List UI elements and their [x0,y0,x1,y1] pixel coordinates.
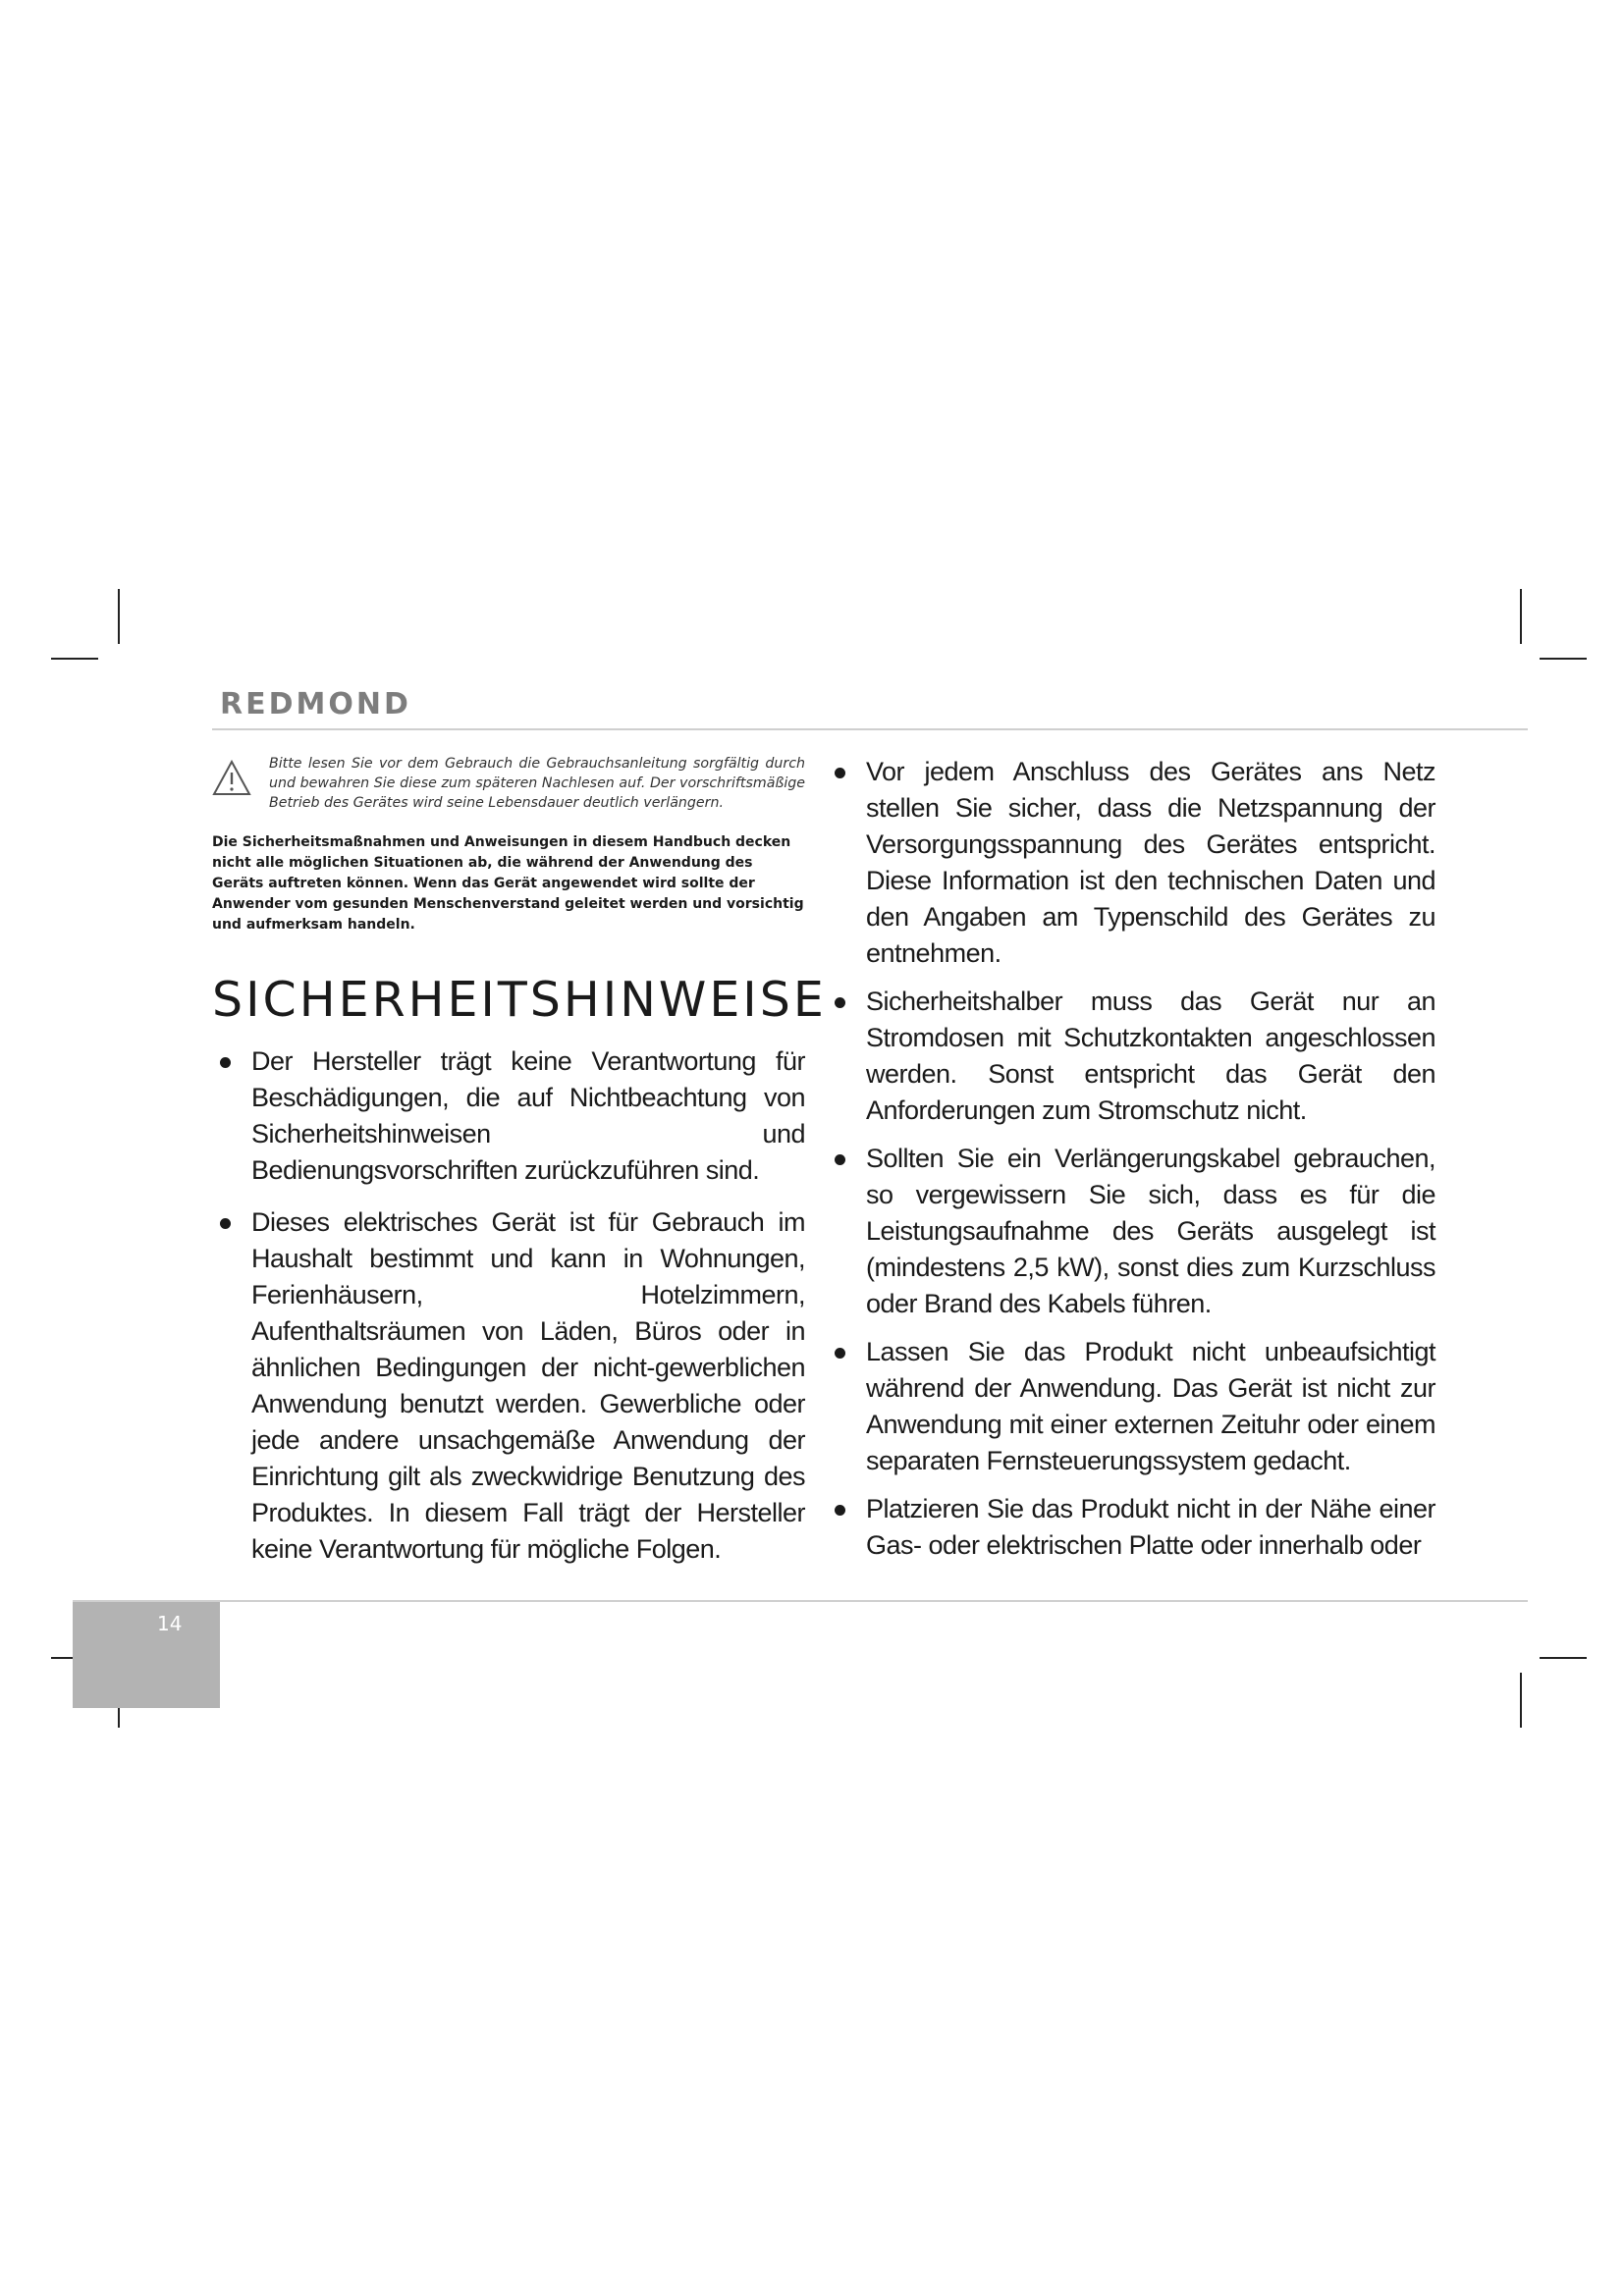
page-number: 14 [157,1612,183,1635]
crop-mark-top-left-vertical [118,589,120,644]
list-item [827,984,1435,1129]
safety-disclaimer: Die Sicherheitsmaßnahmen und Anweisungen in diesem Handbuch decken nicht alle möglichen Situationen ab, die während der Anwendung des Geräts auftreten können. Wenn das Gerät angewendet wird sollte der Anwender vom gesunden Menschenverstand geleitet werden und vorsichtig und aufmerksam handeln. [212,834,804,933]
notice-text: Bitte lesen Sie vor dem Gebrauch die Gebrauchsanleitung sorgfältig durch und bewahren Sie diese zum späteren Nachlesen auf. Der vorschriftsmäßige Betrieb des Gerätes wird seine Lebensdauer deutlich verlängern. [269,756,805,811]
warning-triangle-icon [212,760,251,797]
list-item-text: Lassen Sie das Produkt nicht unbeaufsichtigt während der Anwendung. Das Gerät ist nicht zur Anwendung mit einer externen Zeituhr oder einem separaten Fernsteuerungssystem gedacht. [866,1337,1435,1475]
bullet-icon [835,997,845,1008]
header-divider [212,728,1528,730]
list-item-text: Vor jedem Anschluss des Gerätes ans Netz stellen Sie sicher, dass die Netzspannung der Versorgungsspannung des Gerätes entspricht. Diese Information ist den technischen Daten und den Angaben am Typenschild des Gerätes zu entnehmen. [866,757,1435,968]
crop-mark-top-right-vertical [1520,589,1522,644]
left-column [212,754,827,1583]
list-item [827,754,1435,972]
footer-divider [73,1600,1528,1602]
bullet-icon [835,1348,845,1359]
bullet-icon [220,1057,231,1068]
bullet-icon [220,1218,231,1229]
list-item-text: Sollten Sie ein Verlängerungskabel gebrauchen, so vergewissern Sie sich, dass es für die Leistungsaufnahme des Geräts ausgelegt ist (mindestens 2,5 kW), sonst dies zum Kurzschluss oder Brand des Kabels führen. [866,1144,1435,1318]
crop-mark-bottom-right-vertical [1520,1673,1522,1728]
page-number-tab [73,1602,220,1708]
list-item [827,1334,1435,1479]
bullet-icon [835,768,845,778]
brand-logo: REDMOND [220,687,411,721]
list-item-text: Der Hersteller trägt keine Verantwortung für Beschädigungen, die auf Nichtbeachtung von Sicherheitshinweisen und Bedienungsvorschriften zurückzuführen sind. [251,1046,805,1185]
crop-mark-top-right-horizontal [1540,658,1587,660]
list-item [827,1141,1435,1322]
right-bullet-list [827,754,1435,1564]
list-item-text: Sicherheitshalber muss das Gerät nur an Stromdosen mit Schutzkontakten angeschlossen werden. Sonst entspricht das Gerät den Anforderungen zum Stromschutz nicht. [866,987,1435,1125]
section-title: SICHERHEITSHINWEISE [212,972,827,1028]
crop-mark-bottom-right-horizontal [1540,1657,1587,1659]
bullet-icon [835,1154,845,1165]
crop-mark-top-left-horizontal [51,658,98,660]
reading-notice [212,754,805,813]
list-item-text: Platzieren Sie das Produkt nicht in der Nähe einer Gas- oder elektrischen Platte oder innerhalb oder [866,1494,1435,1560]
list-item [212,1043,805,1189]
bullet-icon [835,1505,845,1516]
list-item [827,1491,1435,1564]
list-item [212,1204,805,1568]
left-bullet-list [212,1043,805,1568]
right-column [827,754,1435,1575]
list-item-text: Dieses elektrisches Gerät ist für Gebrauch im Haushalt bestimmt und kann in Wohnungen, Ferienhäusern, Hotelzimmern, Aufenthaltsräumen von Läden, Büros oder in ähnlichen Bedingungen der nicht-gewerblichen Anwendung benutzt werden. Gewerbliche oder jede andere unsachgemäße Anwendung der Einrichtung gilt als zweckwidrige Benutzung des Produktes. In diesem Fall trägt der Hersteller keine Verantwortung für mögliche Folgen. [251,1207,805,1564]
